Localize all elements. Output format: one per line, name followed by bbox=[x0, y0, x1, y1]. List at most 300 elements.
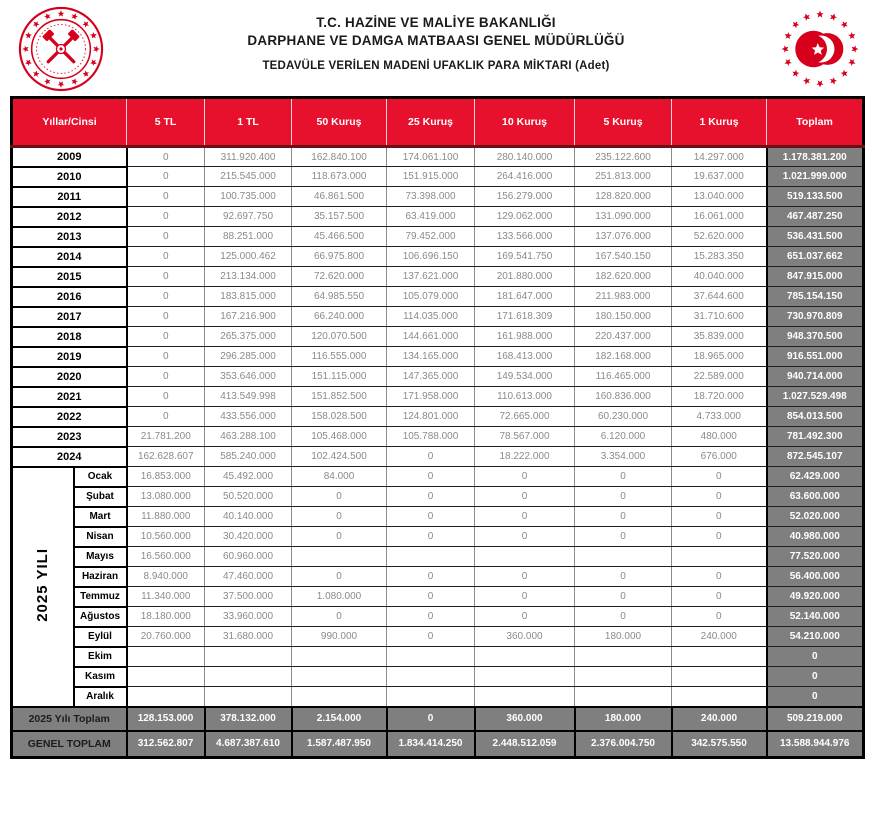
value-cell-0: 0 bbox=[127, 247, 205, 267]
total-cell: 854.013.500 bbox=[767, 407, 864, 427]
value-cell-4: 161.988.000 bbox=[475, 327, 575, 347]
value-cell-0: 0 bbox=[127, 167, 205, 187]
vertical-year-text: 2025 YILI bbox=[34, 548, 52, 622]
total-cell: 0 bbox=[767, 667, 864, 687]
value-cell-5: 182.620.000 bbox=[575, 267, 672, 287]
col-header-2: 50 Kuruş bbox=[292, 98, 387, 147]
summary-total: 509.219.000 bbox=[767, 707, 864, 731]
value-cell-0: 10.560.000 bbox=[127, 527, 205, 547]
value-cell-3: 124.801.000 bbox=[387, 407, 475, 427]
value-cell-4: 0 bbox=[475, 507, 575, 527]
value-cell-1 bbox=[205, 667, 292, 687]
value-cell-3: 137.621.000 bbox=[387, 267, 475, 287]
col-header-1: 1 TL bbox=[205, 98, 292, 147]
total-cell: 940.714.000 bbox=[767, 367, 864, 387]
value-cell-4: 181.647.000 bbox=[475, 287, 575, 307]
value-cell-0 bbox=[127, 667, 205, 687]
value-cell-3: 0 bbox=[387, 627, 475, 647]
year-row-2015 bbox=[12, 267, 864, 287]
coin-circulation-table bbox=[10, 96, 865, 759]
value-cell-0: 16.853.000 bbox=[127, 467, 205, 487]
month-label: Mart bbox=[74, 507, 127, 527]
month-row-12 bbox=[12, 687, 864, 707]
value-cell-2: 120.070.500 bbox=[292, 327, 387, 347]
month-label: Nisan bbox=[74, 527, 127, 547]
value-cell-2: 0 bbox=[292, 487, 387, 507]
total-cell: 56.400.000 bbox=[767, 567, 864, 587]
year-row-2013 bbox=[12, 227, 864, 247]
value-cell-1: 31.680.000 bbox=[205, 627, 292, 647]
year-label: 2016 bbox=[12, 287, 127, 307]
summary-value-4: 360.000 bbox=[475, 707, 575, 731]
summary-value-6: 240.000 bbox=[672, 707, 767, 731]
value-cell-3 bbox=[387, 547, 475, 567]
value-cell-1: 413.549.998 bbox=[205, 387, 292, 407]
month-row-8 bbox=[12, 607, 864, 627]
value-cell-6: 18.965.000 bbox=[672, 347, 767, 367]
value-cell-5: 60.230.000 bbox=[575, 407, 672, 427]
value-cell-1: 92.697.750 bbox=[205, 207, 292, 227]
value-cell-5: 0 bbox=[575, 567, 672, 587]
value-cell-2: 64.985.550 bbox=[292, 287, 387, 307]
value-cell-0: 18.180.000 bbox=[127, 607, 205, 627]
month-label: Ekim bbox=[74, 647, 127, 667]
directorate-title: DARPHANE VE DAMGA MATBAASI GENEL MÜDÜRLÜĞÜ bbox=[247, 32, 625, 48]
value-cell-1: 60.960.000 bbox=[205, 547, 292, 567]
month-label: Aralık bbox=[74, 687, 127, 707]
month-label: Kasım bbox=[74, 667, 127, 687]
summary-value-1: 4.687.387.610 bbox=[205, 731, 292, 758]
value-cell-0: 0 bbox=[127, 327, 205, 347]
value-cell-3: 105.079.000 bbox=[387, 287, 475, 307]
value-cell-5: 6.120.000 bbox=[575, 427, 672, 447]
total-cell: 49.920.000 bbox=[767, 587, 864, 607]
month-label: Haziran bbox=[74, 567, 127, 587]
year-row-2024 bbox=[12, 447, 864, 467]
month-label: Şubat bbox=[74, 487, 127, 507]
value-cell-0: 11.340.000 bbox=[127, 587, 205, 607]
col-header-7: Toplam bbox=[767, 98, 864, 147]
value-cell-2 bbox=[292, 547, 387, 567]
value-cell-3: 0 bbox=[387, 447, 475, 467]
total-cell: 519.133.500 bbox=[767, 187, 864, 207]
year-label: 2023 bbox=[12, 427, 127, 447]
value-cell-1: 353.646.000 bbox=[205, 367, 292, 387]
value-cell-4: 169.541.750 bbox=[475, 247, 575, 267]
total-cell: 1.178.381.200 bbox=[767, 147, 864, 167]
value-cell-1 bbox=[205, 687, 292, 707]
ministry-title: T.C. HAZİNE VE MALİYE BAKANLIĞI bbox=[316, 15, 556, 30]
value-cell-1 bbox=[205, 647, 292, 667]
value-cell-4: 133.566.000 bbox=[475, 227, 575, 247]
value-cell-1: 45.492.000 bbox=[205, 467, 292, 487]
value-cell-5: 0 bbox=[575, 587, 672, 607]
total-cell: 730.970.809 bbox=[767, 307, 864, 327]
year-row-2023 bbox=[12, 427, 864, 447]
value-cell-6: 15.283.350 bbox=[672, 247, 767, 267]
value-cell-3 bbox=[387, 667, 475, 687]
total-cell: 781.492.300 bbox=[767, 427, 864, 447]
summary-row-grand-total bbox=[12, 731, 864, 758]
value-cell-3: 0 bbox=[387, 587, 475, 607]
year-label: 2014 bbox=[12, 247, 127, 267]
year-label: 2019 bbox=[12, 347, 127, 367]
value-cell-4 bbox=[475, 647, 575, 667]
value-cell-6: 0 bbox=[672, 467, 767, 487]
total-cell: 536.431.500 bbox=[767, 227, 864, 247]
summary-value-3: 0 bbox=[387, 707, 475, 731]
year-row-2010 bbox=[12, 167, 864, 187]
value-cell-4: 156.279.000 bbox=[475, 187, 575, 207]
value-cell-4: 18.222.000 bbox=[475, 447, 575, 467]
value-cell-4: 171.618.309 bbox=[475, 307, 575, 327]
value-cell-6: 676.000 bbox=[672, 447, 767, 467]
value-cell-3: 0 bbox=[387, 487, 475, 507]
value-cell-4: 280.140.000 bbox=[475, 147, 575, 167]
ministry-emblem-icon bbox=[778, 5, 862, 93]
value-cell-2: 45.466.500 bbox=[292, 227, 387, 247]
value-cell-5: 180.000 bbox=[575, 627, 672, 647]
value-cell-2: 0 bbox=[292, 607, 387, 627]
value-cell-0: 0 bbox=[127, 407, 205, 427]
value-cell-3: 105.788.000 bbox=[387, 427, 475, 447]
value-cell-4: 78.567.000 bbox=[475, 427, 575, 447]
value-cell-3: 0 bbox=[387, 607, 475, 627]
month-label: Ağustos bbox=[74, 607, 127, 627]
month-row-5 bbox=[12, 547, 864, 567]
value-cell-0: 0 bbox=[127, 267, 205, 287]
total-cell: 872.545.107 bbox=[767, 447, 864, 467]
total-cell: 948.370.500 bbox=[767, 327, 864, 347]
value-cell-6: 4.733.000 bbox=[672, 407, 767, 427]
value-cell-2: 990.000 bbox=[292, 627, 387, 647]
total-cell: 847.915.000 bbox=[767, 267, 864, 287]
month-row-1 bbox=[12, 467, 864, 487]
col-header-4: 10 Kuruş bbox=[475, 98, 575, 147]
value-cell-1: 100.735.000 bbox=[205, 187, 292, 207]
value-cell-5: 235.122.600 bbox=[575, 147, 672, 167]
total-cell: 77.520.000 bbox=[767, 547, 864, 567]
value-cell-2: 118.673.000 bbox=[292, 167, 387, 187]
value-cell-3: 106.696.150 bbox=[387, 247, 475, 267]
value-cell-5: 160.836.000 bbox=[575, 387, 672, 407]
value-cell-4: 0 bbox=[475, 567, 575, 587]
value-cell-6: 18.720.000 bbox=[672, 387, 767, 407]
value-cell-6: 37.644.600 bbox=[672, 287, 767, 307]
year-label: 2022 bbox=[12, 407, 127, 427]
value-cell-4: 360.000 bbox=[475, 627, 575, 647]
total-cell: 54.210.000 bbox=[767, 627, 864, 647]
month-row-9 bbox=[12, 627, 864, 647]
total-cell: 785.154.150 bbox=[767, 287, 864, 307]
year-row-2017 bbox=[12, 307, 864, 327]
value-cell-1: 433.556.000 bbox=[205, 407, 292, 427]
value-cell-5 bbox=[575, 667, 672, 687]
value-cell-0: 0 bbox=[127, 387, 205, 407]
value-cell-5: 211.983.000 bbox=[575, 287, 672, 307]
value-cell-2: 72.620.000 bbox=[292, 267, 387, 287]
value-cell-2: 1.080.000 bbox=[292, 587, 387, 607]
value-cell-1: 40.140.000 bbox=[205, 507, 292, 527]
summary-value-6: 342.575.550 bbox=[672, 731, 767, 758]
value-cell-6: 0 bbox=[672, 507, 767, 527]
value-cell-5: 0 bbox=[575, 467, 672, 487]
value-cell-3: 0 bbox=[387, 467, 475, 487]
summary-row-2025-total bbox=[12, 707, 864, 731]
value-cell-0: 8.940.000 bbox=[127, 567, 205, 587]
year-row-2019 bbox=[12, 347, 864, 367]
month-row-2 bbox=[12, 487, 864, 507]
value-cell-4 bbox=[475, 547, 575, 567]
summary-value-5: 180.000 bbox=[575, 707, 672, 731]
value-cell-0: 162.628.607 bbox=[127, 447, 205, 467]
value-cell-5: 137.076.000 bbox=[575, 227, 672, 247]
value-cell-6 bbox=[672, 687, 767, 707]
value-cell-6: 0 bbox=[672, 527, 767, 547]
value-cell-3 bbox=[387, 647, 475, 667]
value-cell-0: 0 bbox=[127, 187, 205, 207]
value-cell-3: 134.165.000 bbox=[387, 347, 475, 367]
total-cell: 0 bbox=[767, 647, 864, 667]
value-cell-2: 105.468.000 bbox=[292, 427, 387, 447]
value-cell-6 bbox=[672, 667, 767, 687]
summary-value-1: 378.132.000 bbox=[205, 707, 292, 731]
summary-label: 2025 Yılı Toplam bbox=[12, 707, 127, 731]
value-cell-1: 215.545.000 bbox=[205, 167, 292, 187]
value-cell-4: 201.880.000 bbox=[475, 267, 575, 287]
value-cell-0: 0 bbox=[127, 227, 205, 247]
value-cell-6: 240.000 bbox=[672, 627, 767, 647]
summary-value-3: 1.834.414.250 bbox=[387, 731, 475, 758]
value-cell-1: 33.960.000 bbox=[205, 607, 292, 627]
year-row-2018 bbox=[12, 327, 864, 347]
value-cell-4: 0 bbox=[475, 467, 575, 487]
month-label: Eylül bbox=[74, 627, 127, 647]
value-cell-4: 168.413.000 bbox=[475, 347, 575, 367]
value-cell-6: 13.040.000 bbox=[672, 187, 767, 207]
value-cell-6: 16.061.000 bbox=[672, 207, 767, 227]
value-cell-2: 102.424.500 bbox=[292, 447, 387, 467]
total-cell: 52.020.000 bbox=[767, 507, 864, 527]
year-group-label bbox=[12, 467, 74, 707]
value-cell-3: 0 bbox=[387, 527, 475, 547]
value-cell-5: 0 bbox=[575, 527, 672, 547]
document-header bbox=[0, 0, 872, 95]
value-cell-2: 84.000 bbox=[292, 467, 387, 487]
summary-value-0: 312.562.807 bbox=[127, 731, 205, 758]
value-cell-5 bbox=[575, 547, 672, 567]
value-cell-6: 31.710.600 bbox=[672, 307, 767, 327]
year-row-2014 bbox=[12, 247, 864, 267]
total-cell: 40.980.000 bbox=[767, 527, 864, 547]
year-row-2021 bbox=[12, 387, 864, 407]
month-label: Ocak bbox=[74, 467, 127, 487]
value-cell-4: 149.534.000 bbox=[475, 367, 575, 387]
value-cell-3: 144.661.000 bbox=[387, 327, 475, 347]
value-cell-6: 22.589.000 bbox=[672, 367, 767, 387]
total-cell: 651.037.662 bbox=[767, 247, 864, 267]
year-row-2022 bbox=[12, 407, 864, 427]
value-cell-5 bbox=[575, 647, 672, 667]
col-header-3: 25 Kuruş bbox=[387, 98, 475, 147]
value-cell-4: 129.062.000 bbox=[475, 207, 575, 227]
value-cell-0: 0 bbox=[127, 307, 205, 327]
table-header-row bbox=[12, 98, 864, 147]
value-cell-2: 162.840.100 bbox=[292, 147, 387, 167]
month-label: Mayıs bbox=[74, 547, 127, 567]
value-cell-2: 151.115.000 bbox=[292, 367, 387, 387]
month-row-7 bbox=[12, 587, 864, 607]
value-cell-6: 40.040.000 bbox=[672, 267, 767, 287]
value-cell-0: 0 bbox=[127, 147, 205, 167]
summary-value-0: 128.153.000 bbox=[127, 707, 205, 731]
value-cell-6: 14.297.000 bbox=[672, 147, 767, 167]
value-cell-1: 585.240.000 bbox=[205, 447, 292, 467]
value-cell-2 bbox=[292, 667, 387, 687]
value-cell-5: 251.813.000 bbox=[575, 167, 672, 187]
value-cell-6: 35.839.000 bbox=[672, 327, 767, 347]
value-cell-2: 151.852.500 bbox=[292, 387, 387, 407]
year-row-2020 bbox=[12, 367, 864, 387]
col-header-6: 1 Kuruş bbox=[672, 98, 767, 147]
value-cell-1: 125.000.462 bbox=[205, 247, 292, 267]
value-cell-6: 0 bbox=[672, 567, 767, 587]
value-cell-0: 0 bbox=[127, 347, 205, 367]
year-label: 2015 bbox=[12, 267, 127, 287]
value-cell-0 bbox=[127, 687, 205, 707]
month-row-6 bbox=[12, 567, 864, 587]
value-cell-6 bbox=[672, 547, 767, 567]
value-cell-6: 480.000 bbox=[672, 427, 767, 447]
value-cell-5: 167.540.150 bbox=[575, 247, 672, 267]
value-cell-1: 463.288.100 bbox=[205, 427, 292, 447]
value-cell-3: 73.398.000 bbox=[387, 187, 475, 207]
value-cell-3: 0 bbox=[387, 567, 475, 587]
value-cell-0: 16.560.000 bbox=[127, 547, 205, 567]
year-label: 2010 bbox=[12, 167, 127, 187]
value-cell-0: 0 bbox=[127, 287, 205, 307]
value-cell-4 bbox=[475, 667, 575, 687]
value-cell-5: 182.168.000 bbox=[575, 347, 672, 367]
summary-value-4: 2.448.512.059 bbox=[475, 731, 575, 758]
value-cell-3: 63.419.000 bbox=[387, 207, 475, 227]
month-label: Temmuz bbox=[74, 587, 127, 607]
year-label: 2021 bbox=[12, 387, 127, 407]
total-cell: 467.487.250 bbox=[767, 207, 864, 227]
year-label: 2009 bbox=[12, 147, 127, 167]
value-cell-2: 116.555.000 bbox=[292, 347, 387, 367]
total-cell: 1.021.999.000 bbox=[767, 167, 864, 187]
month-row-4 bbox=[12, 527, 864, 547]
value-cell-5: 116.465.000 bbox=[575, 367, 672, 387]
month-row-10 bbox=[12, 647, 864, 667]
value-cell-1: 311.920.400 bbox=[205, 147, 292, 167]
summary-label: GENEL TOPLAM bbox=[12, 731, 127, 758]
total-cell: 0 bbox=[767, 687, 864, 707]
value-cell-4: 72.665.000 bbox=[475, 407, 575, 427]
value-cell-3: 79.452.000 bbox=[387, 227, 475, 247]
year-label: 2011 bbox=[12, 187, 127, 207]
summary-value-5: 2.376.004.750 bbox=[575, 731, 672, 758]
year-row-2009 bbox=[12, 147, 864, 167]
value-cell-1: 30.420.000 bbox=[205, 527, 292, 547]
value-cell-1: 37.500.000 bbox=[205, 587, 292, 607]
year-row-2011 bbox=[12, 187, 864, 207]
value-cell-2: 35.157.500 bbox=[292, 207, 387, 227]
total-cell: 63.600.000 bbox=[767, 487, 864, 507]
value-cell-5: 180.150.000 bbox=[575, 307, 672, 327]
year-label: 2012 bbox=[12, 207, 127, 227]
value-cell-4: 0 bbox=[475, 527, 575, 547]
value-cell-2: 46.861.500 bbox=[292, 187, 387, 207]
value-cell-6: 0 bbox=[672, 587, 767, 607]
year-label: 2018 bbox=[12, 327, 127, 347]
value-cell-3 bbox=[387, 687, 475, 707]
value-cell-0: 11.880.000 bbox=[127, 507, 205, 527]
col-header-5: 5 Kuruş bbox=[575, 98, 672, 147]
value-cell-0: 0 bbox=[127, 207, 205, 227]
value-cell-6: 52.620.000 bbox=[672, 227, 767, 247]
value-cell-5: 128.820.000 bbox=[575, 187, 672, 207]
value-cell-0: 21.781.200 bbox=[127, 427, 205, 447]
value-cell-3: 174.061.100 bbox=[387, 147, 475, 167]
value-cell-3: 147.365.000 bbox=[387, 367, 475, 387]
value-cell-6: 0 bbox=[672, 607, 767, 627]
total-cell: 1.027.529.498 bbox=[767, 387, 864, 407]
value-cell-1: 167.216.900 bbox=[205, 307, 292, 327]
year-label: 2020 bbox=[12, 367, 127, 387]
value-cell-1: 265.375.000 bbox=[205, 327, 292, 347]
value-cell-1: 296.285.000 bbox=[205, 347, 292, 367]
summary-value-2: 2.154.000 bbox=[292, 707, 387, 731]
value-cell-1: 183.815.000 bbox=[205, 287, 292, 307]
value-cell-2: 0 bbox=[292, 507, 387, 527]
value-cell-0: 20.760.000 bbox=[127, 627, 205, 647]
summary-total: 13.588.944.976 bbox=[767, 731, 864, 758]
total-cell: 52.140.000 bbox=[767, 607, 864, 627]
total-cell: 62.429.000 bbox=[767, 467, 864, 487]
crescent-and-disc bbox=[795, 31, 843, 67]
value-cell-1: 213.134.000 bbox=[205, 267, 292, 287]
year-label: 2024 bbox=[12, 447, 127, 467]
value-cell-1: 88.251.000 bbox=[205, 227, 292, 247]
value-cell-5 bbox=[575, 687, 672, 707]
year-label: 2013 bbox=[12, 227, 127, 247]
value-cell-4: 264.416.000 bbox=[475, 167, 575, 187]
value-cell-2 bbox=[292, 647, 387, 667]
value-cell-3: 0 bbox=[387, 507, 475, 527]
year-label: 2017 bbox=[12, 307, 127, 327]
value-cell-5: 220.437.000 bbox=[575, 327, 672, 347]
report-subtitle: TEDAVÜLE VERİLEN MADENİ UFAKLIK PARA MİKTARI (Adet) bbox=[262, 60, 610, 73]
value-cell-0: 0 bbox=[127, 367, 205, 387]
value-cell-2: 0 bbox=[292, 527, 387, 547]
value-cell-2 bbox=[292, 687, 387, 707]
year-row-2016 bbox=[12, 287, 864, 307]
value-cell-5: 0 bbox=[575, 487, 672, 507]
value-cell-0 bbox=[127, 647, 205, 667]
value-cell-4: 0 bbox=[475, 487, 575, 507]
col-header-0: 5 TL bbox=[127, 98, 205, 147]
value-cell-4: 0 bbox=[475, 587, 575, 607]
value-cell-2: 66.975.800 bbox=[292, 247, 387, 267]
value-cell-0: 13.080.000 bbox=[127, 487, 205, 507]
value-cell-5: 3.354.000 bbox=[575, 447, 672, 467]
value-cell-3: 171.958.000 bbox=[387, 387, 475, 407]
value-cell-6 bbox=[672, 647, 767, 667]
summary-value-2: 1.587.487.950 bbox=[292, 731, 387, 758]
value-cell-2: 158.028.500 bbox=[292, 407, 387, 427]
